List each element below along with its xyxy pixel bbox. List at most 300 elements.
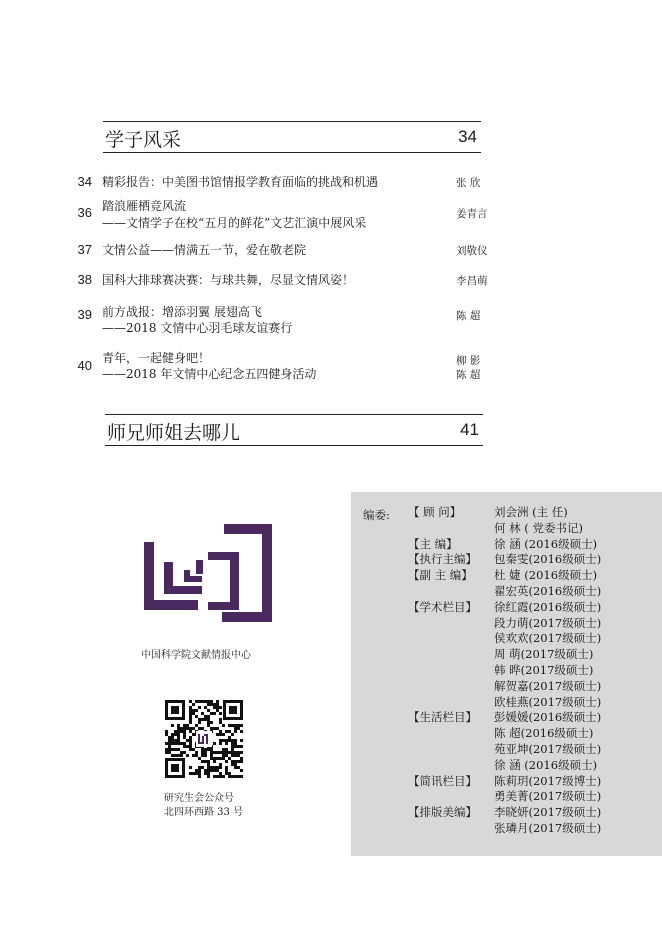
- qr-module: [213, 769, 216, 772]
- qr-module: [225, 730, 228, 733]
- qr-module: [213, 706, 216, 709]
- qr-module: [201, 748, 204, 751]
- qr-module: [237, 727, 240, 730]
- qr-module: [213, 727, 216, 730]
- qr-module: [198, 772, 201, 775]
- qr-module: [192, 748, 195, 751]
- editorial-member: 彭媛媛(2016级硕士): [494, 710, 602, 725]
- qr-module: [225, 739, 228, 742]
- qr-module: [189, 745, 192, 748]
- qr-module: [189, 700, 192, 703]
- qr-module: [168, 736, 171, 739]
- editorial-member: 何 林 ( 党委书记): [494, 520, 583, 535]
- qr-module: [216, 703, 219, 706]
- qr-module: [216, 727, 219, 730]
- section-page-number: 41: [460, 420, 479, 439]
- logo-bar: [208, 602, 239, 610]
- toc-title: 国科大排球赛决赛：与球共舞，尽显文情风姿！: [102, 273, 355, 287]
- qr-module: [204, 715, 207, 718]
- qr-module: [207, 763, 210, 766]
- toc-page-number: 40: [77, 358, 92, 373]
- qr-module: [240, 769, 243, 772]
- qr-module: [228, 757, 231, 760]
- qr-module: [225, 772, 228, 775]
- editorial-member: 侯欢欢(2017级硕士): [494, 631, 602, 646]
- logo-bar: [196, 560, 203, 574]
- qr-module: [231, 745, 234, 748]
- qr-module: [222, 775, 225, 778]
- qr-module: [237, 751, 240, 754]
- qr-module: [189, 730, 192, 733]
- qr-module: [189, 748, 192, 751]
- qr-module: [234, 775, 237, 778]
- qr-module: [189, 739, 192, 742]
- toc-page-number: 38: [77, 272, 92, 287]
- qr-module: [219, 706, 222, 709]
- qr-module: [228, 739, 231, 742]
- qr-module: [186, 739, 189, 742]
- qr-module: [210, 700, 213, 703]
- qr-module: [216, 766, 219, 769]
- toc-subtitle: ——2018 文情中心羽毛球友谊赛行: [102, 321, 293, 335]
- qr-module: [228, 775, 231, 778]
- qr-module: [234, 763, 237, 766]
- qr-module: [198, 706, 201, 709]
- qr-module: [177, 754, 180, 757]
- qr-module: [216, 733, 219, 736]
- section-header-1: [103, 121, 481, 153]
- qr-module: [207, 715, 210, 718]
- qr-module: [171, 736, 174, 739]
- logo-bar: [262, 524, 272, 622]
- qr-module: [240, 724, 243, 727]
- editorial-role: 【 顾 问】: [408, 505, 462, 519]
- qr-module: [180, 730, 183, 733]
- qr-module: [198, 721, 201, 724]
- qr-module: [195, 754, 198, 757]
- qr-module: [219, 712, 222, 715]
- editorial-member: 陈 超(2016级硕士): [494, 726, 594, 741]
- qr-module: [183, 736, 186, 739]
- qr-module: [228, 724, 231, 727]
- qr-module: [216, 706, 219, 709]
- editorial-member: 张璘月(2017级硕士): [494, 821, 602, 835]
- qr-module: [213, 757, 216, 760]
- qr-module: [198, 727, 201, 730]
- qr-module: [177, 727, 180, 730]
- qr-module: [189, 736, 192, 739]
- qr-module: [234, 766, 237, 769]
- qr-module: [219, 721, 222, 724]
- qr-module: [192, 712, 195, 715]
- toc-author: 陈 超: [456, 369, 481, 381]
- qr-module: [168, 745, 171, 748]
- qr-code[interactable]: [163, 698, 245, 780]
- qr-module: [213, 742, 216, 745]
- qr-module: [186, 724, 189, 727]
- qr-module: [174, 742, 177, 745]
- qr-module: [183, 730, 186, 733]
- editorial-role: 【执行主编】: [408, 552, 477, 567]
- qr-module: [228, 772, 231, 775]
- qr-module: [168, 751, 171, 754]
- qr-module: [213, 760, 216, 763]
- qr-module: [204, 700, 207, 703]
- qr-module: [192, 754, 195, 757]
- qr-module: [192, 709, 195, 712]
- qr-module: [186, 745, 189, 748]
- editorial-member: 周 萌(2017级硕士): [494, 647, 594, 662]
- qr-module: [231, 742, 234, 745]
- qr-module: [234, 754, 237, 757]
- qr-module: [207, 772, 210, 775]
- toc-page-number: 37: [77, 242, 92, 257]
- toc-author: 刘敬仪: [456, 245, 488, 257]
- qr-module: [234, 745, 237, 748]
- toc-subtitle: ——2018 年文情中心纪念五四健身活动: [102, 367, 317, 381]
- qr-module: [225, 754, 228, 757]
- qr-module: [240, 775, 243, 778]
- qr-module: [240, 760, 243, 763]
- qr-module: [174, 739, 177, 742]
- qr-module: [237, 754, 240, 757]
- editorial-member: 翟宏英(2016级硕士): [494, 584, 602, 598]
- qr-module: [198, 775, 201, 778]
- qr-caption: [164, 792, 243, 820]
- editorial-role: 【排版美编】: [408, 805, 477, 820]
- editorial-member: 包秦雯(2016级硕士): [494, 552, 602, 567]
- qr-module: [201, 700, 204, 703]
- qr-module: [216, 769, 219, 772]
- qr-module: [195, 769, 198, 772]
- qr-module: [225, 742, 228, 745]
- qr-module: [165, 730, 168, 733]
- logo-bar: [144, 600, 198, 610]
- qr-module: [183, 751, 186, 754]
- editorial-role: 【生活栏目】: [408, 710, 477, 725]
- qr-module: [207, 769, 210, 772]
- qr-module: [216, 775, 219, 778]
- qr-module: [240, 739, 243, 742]
- editorial-member: 韩 晔(2017级硕士): [494, 663, 594, 677]
- qr-module: [174, 748, 177, 751]
- qr-module: [192, 727, 195, 730]
- qr-module: [189, 712, 192, 715]
- qr-module: [231, 751, 234, 754]
- qr-module: [222, 724, 225, 727]
- qr-module: [210, 754, 213, 757]
- qr-module: [240, 757, 243, 760]
- qr-module: [192, 733, 195, 736]
- qr-module: [231, 760, 234, 763]
- qr-module: [234, 739, 237, 742]
- qr-module: [165, 748, 168, 751]
- qr-module: [231, 739, 234, 742]
- qr-module: [195, 700, 198, 703]
- qr-module: [168, 742, 171, 745]
- qr-module: [207, 748, 210, 751]
- editorial-member: 苑亚坤(2017级硕士): [494, 742, 602, 756]
- qr-module: [171, 733, 174, 736]
- editorial-role: 【简讯栏目】: [408, 773, 477, 788]
- qr-module: [207, 700, 210, 703]
- qr-module: [198, 700, 201, 703]
- qr-module: [183, 733, 186, 736]
- qr-module: [240, 745, 243, 748]
- qr-module: [225, 748, 228, 751]
- toc-page-number: 34: [77, 174, 92, 189]
- qr-module: [195, 751, 198, 754]
- toc-author: 陈 超: [456, 310, 481, 322]
- toc-title: 青年，一起健身吧！: [102, 351, 211, 365]
- qr-module: [207, 721, 210, 724]
- qr-module: [165, 733, 168, 736]
- qr-module: [225, 766, 228, 769]
- qr-module: [183, 742, 186, 745]
- qr-module: [210, 748, 213, 751]
- qr-module: [189, 727, 192, 730]
- qr-module: [237, 760, 240, 763]
- toc-title: 前方战报：增添羽翼 展翅高飞: [102, 305, 262, 319]
- qr-module: [177, 736, 180, 739]
- qr-module: [195, 709, 198, 712]
- qr-module: [177, 730, 180, 733]
- qr-module: [207, 718, 210, 721]
- qr-module: [240, 751, 243, 754]
- qr-module: [210, 757, 213, 760]
- qr-module: [165, 742, 168, 745]
- section-page-number: 34: [458, 127, 477, 146]
- qr-module: [201, 727, 204, 730]
- qr-module: [204, 772, 207, 775]
- qr-module: [186, 727, 189, 730]
- qr-module: [171, 724, 174, 727]
- qr-module: [198, 769, 201, 772]
- toc-author: 张 欣: [456, 177, 481, 189]
- qr-module: [225, 769, 228, 772]
- qr-module: [210, 712, 213, 715]
- qr-module: [177, 748, 180, 751]
- qr-module: [234, 727, 237, 730]
- qr-module: [207, 766, 210, 769]
- qr-module: [171, 742, 174, 745]
- qr-module: [222, 751, 225, 754]
- qr-module: [198, 757, 201, 760]
- qr-module: [234, 751, 237, 754]
- qr-module: [177, 742, 180, 745]
- logo-caption: 中国科学院文献情报中心: [141, 650, 251, 661]
- qr-module: [219, 739, 222, 742]
- qr-module: [219, 766, 222, 769]
- qr-module: [207, 724, 210, 727]
- qr-module: [189, 718, 192, 721]
- qr-module: [222, 754, 225, 757]
- qr-module: [216, 709, 219, 712]
- qr-module: [210, 766, 213, 769]
- qr-module: [219, 730, 222, 733]
- qr-module: [216, 757, 219, 760]
- editorial-member: 杜 婕 (2016级硕士): [494, 568, 598, 583]
- qr-module: [219, 775, 222, 778]
- editorial-member: 勇美菁(2017级硕士): [494, 789, 602, 804]
- toc-page-number: 39: [77, 307, 92, 322]
- qr-module: [189, 715, 192, 718]
- qr-module: [189, 766, 192, 769]
- qr-module: [180, 742, 183, 745]
- qr-module: [228, 736, 231, 739]
- toc-title: 文情公益——情满五一节，爱在敬老院: [102, 243, 307, 257]
- qr-module: [168, 748, 171, 751]
- editorial-member: 李晓妍(2017级硕士): [494, 805, 602, 820]
- qr-module: [219, 751, 222, 754]
- editorial-member: 徐 涵 (2016级硕士): [494, 536, 598, 551]
- qr-module: [234, 724, 237, 727]
- qr-module: [210, 721, 213, 724]
- editorial-member: 段力萌(2017级硕士): [494, 615, 602, 630]
- qr-module: [204, 754, 207, 757]
- qr-module: [204, 748, 207, 751]
- qr-module: [219, 733, 222, 736]
- qr-module: [207, 775, 210, 778]
- qr-module: [195, 724, 198, 727]
- editorial-member: 欧桂燕(2017级硕士): [494, 694, 602, 709]
- qr-module: [210, 703, 213, 706]
- logo-bar: [164, 586, 202, 594]
- editorial-member: 徐红霞(2016级硕士): [494, 599, 602, 614]
- qr-module: [213, 712, 216, 715]
- qr-module: [219, 718, 222, 721]
- qr-module: [177, 724, 180, 727]
- toc-page-number: 36: [77, 205, 92, 220]
- section-title: 学子风采: [105, 129, 182, 151]
- qr-module: [180, 727, 183, 730]
- qr-module: [204, 751, 207, 754]
- qr-module: [174, 754, 177, 757]
- qr-module: [204, 760, 207, 763]
- logo-bar: [144, 542, 154, 610]
- logo-bar: [184, 576, 202, 582]
- qr-module: [183, 727, 186, 730]
- qr-module: [192, 703, 195, 706]
- editorial-label: 编委:: [363, 508, 390, 522]
- qr-module: [201, 712, 204, 715]
- toc-title: 踏浪雁栖竞风流: [102, 199, 187, 213]
- qr-module: [183, 724, 186, 727]
- qr-module: [207, 760, 210, 763]
- qr-module: [165, 751, 168, 754]
- qr-module: [231, 754, 234, 757]
- qr-module: [222, 748, 225, 751]
- qr-module: [213, 703, 216, 706]
- qr-module: [192, 772, 195, 775]
- qr-module: [174, 730, 177, 733]
- qr-module: [225, 760, 228, 763]
- qr-module: [213, 766, 216, 769]
- qr-module: [207, 703, 210, 706]
- qr-module: [210, 751, 213, 754]
- qr-module: [204, 706, 207, 709]
- qr-module: [189, 772, 192, 775]
- qr-module: [216, 751, 219, 754]
- qr-module: [207, 709, 210, 712]
- qr-module: [201, 760, 204, 763]
- logo-bar: [230, 552, 239, 610]
- qr-module: [186, 754, 189, 757]
- qr-module: [174, 733, 177, 736]
- qr-module: [195, 715, 198, 718]
- qr-module: [189, 721, 192, 724]
- qr-module: [171, 748, 174, 751]
- qr-module: [222, 739, 225, 742]
- qr-module: [210, 769, 213, 772]
- qr-caption-line: 研究生会公众号: [164, 793, 234, 804]
- qr-module: [189, 742, 192, 745]
- address-line: 北四环西路 33 号: [164, 807, 244, 818]
- toc-subtitle: ——文情学子在校“五月的鲜花”文艺汇演中展风采: [102, 216, 367, 230]
- qr-module: [216, 700, 219, 703]
- editorial-member: 刘会洲 (主 任): [494, 505, 568, 519]
- qr-module: [198, 766, 201, 769]
- qr-module: [231, 748, 234, 751]
- qr-module: [219, 772, 222, 775]
- section-header-2: [105, 414, 483, 446]
- qr-module: [234, 742, 237, 745]
- qr-module: [204, 769, 207, 772]
- qr-module: [219, 763, 222, 766]
- qr-module: [171, 754, 174, 757]
- qr-module: [180, 751, 183, 754]
- qr-module: [237, 775, 240, 778]
- qr-module: [225, 751, 228, 754]
- qr-module: [228, 751, 231, 754]
- qr-module: [213, 775, 216, 778]
- qr-module: [168, 739, 171, 742]
- qr-module: [201, 766, 204, 769]
- qr-module: [231, 763, 234, 766]
- qr-module: [219, 757, 222, 760]
- qr-module: [237, 724, 240, 727]
- qr-module: [201, 751, 204, 754]
- qr-module: [213, 751, 216, 754]
- qr-module: [195, 772, 198, 775]
- editorial-role: 【主 编】: [408, 536, 458, 551]
- qr-module: [222, 733, 225, 736]
- editorial-member: 徐 涵 (2016级硕士): [494, 757, 598, 772]
- qr-module: [234, 760, 237, 763]
- section-title: 师兄师姐去哪儿: [107, 422, 241, 444]
- qr-module: [222, 757, 225, 760]
- qr-module: [234, 730, 237, 733]
- qr-module: [198, 718, 201, 721]
- editorial-member: 陈莉玥(2017级博士): [494, 773, 602, 788]
- editorial-role: 【副 主 编】: [408, 568, 473, 583]
- toc-title: 精彩报告：中美图书馆情报学教育面临的挑战和机遇: [102, 175, 379, 189]
- editorial-member: 解贺嘉(2017级硕士): [494, 678, 602, 693]
- qr-module: [237, 766, 240, 769]
- qr-module: [177, 739, 180, 742]
- qr-module: [180, 754, 183, 757]
- qr-module: [237, 745, 240, 748]
- qr-module: [201, 718, 204, 721]
- qr-module: [177, 733, 180, 736]
- qr-module: [189, 706, 192, 709]
- toc-author: 姜青言: [456, 208, 488, 220]
- logo-bar: [222, 612, 272, 622]
- editorial-role: 【学术栏目】: [408, 599, 477, 614]
- qr-module: [228, 730, 231, 733]
- toc-author: 李昌萌: [456, 275, 488, 287]
- qr-module: [210, 727, 213, 730]
